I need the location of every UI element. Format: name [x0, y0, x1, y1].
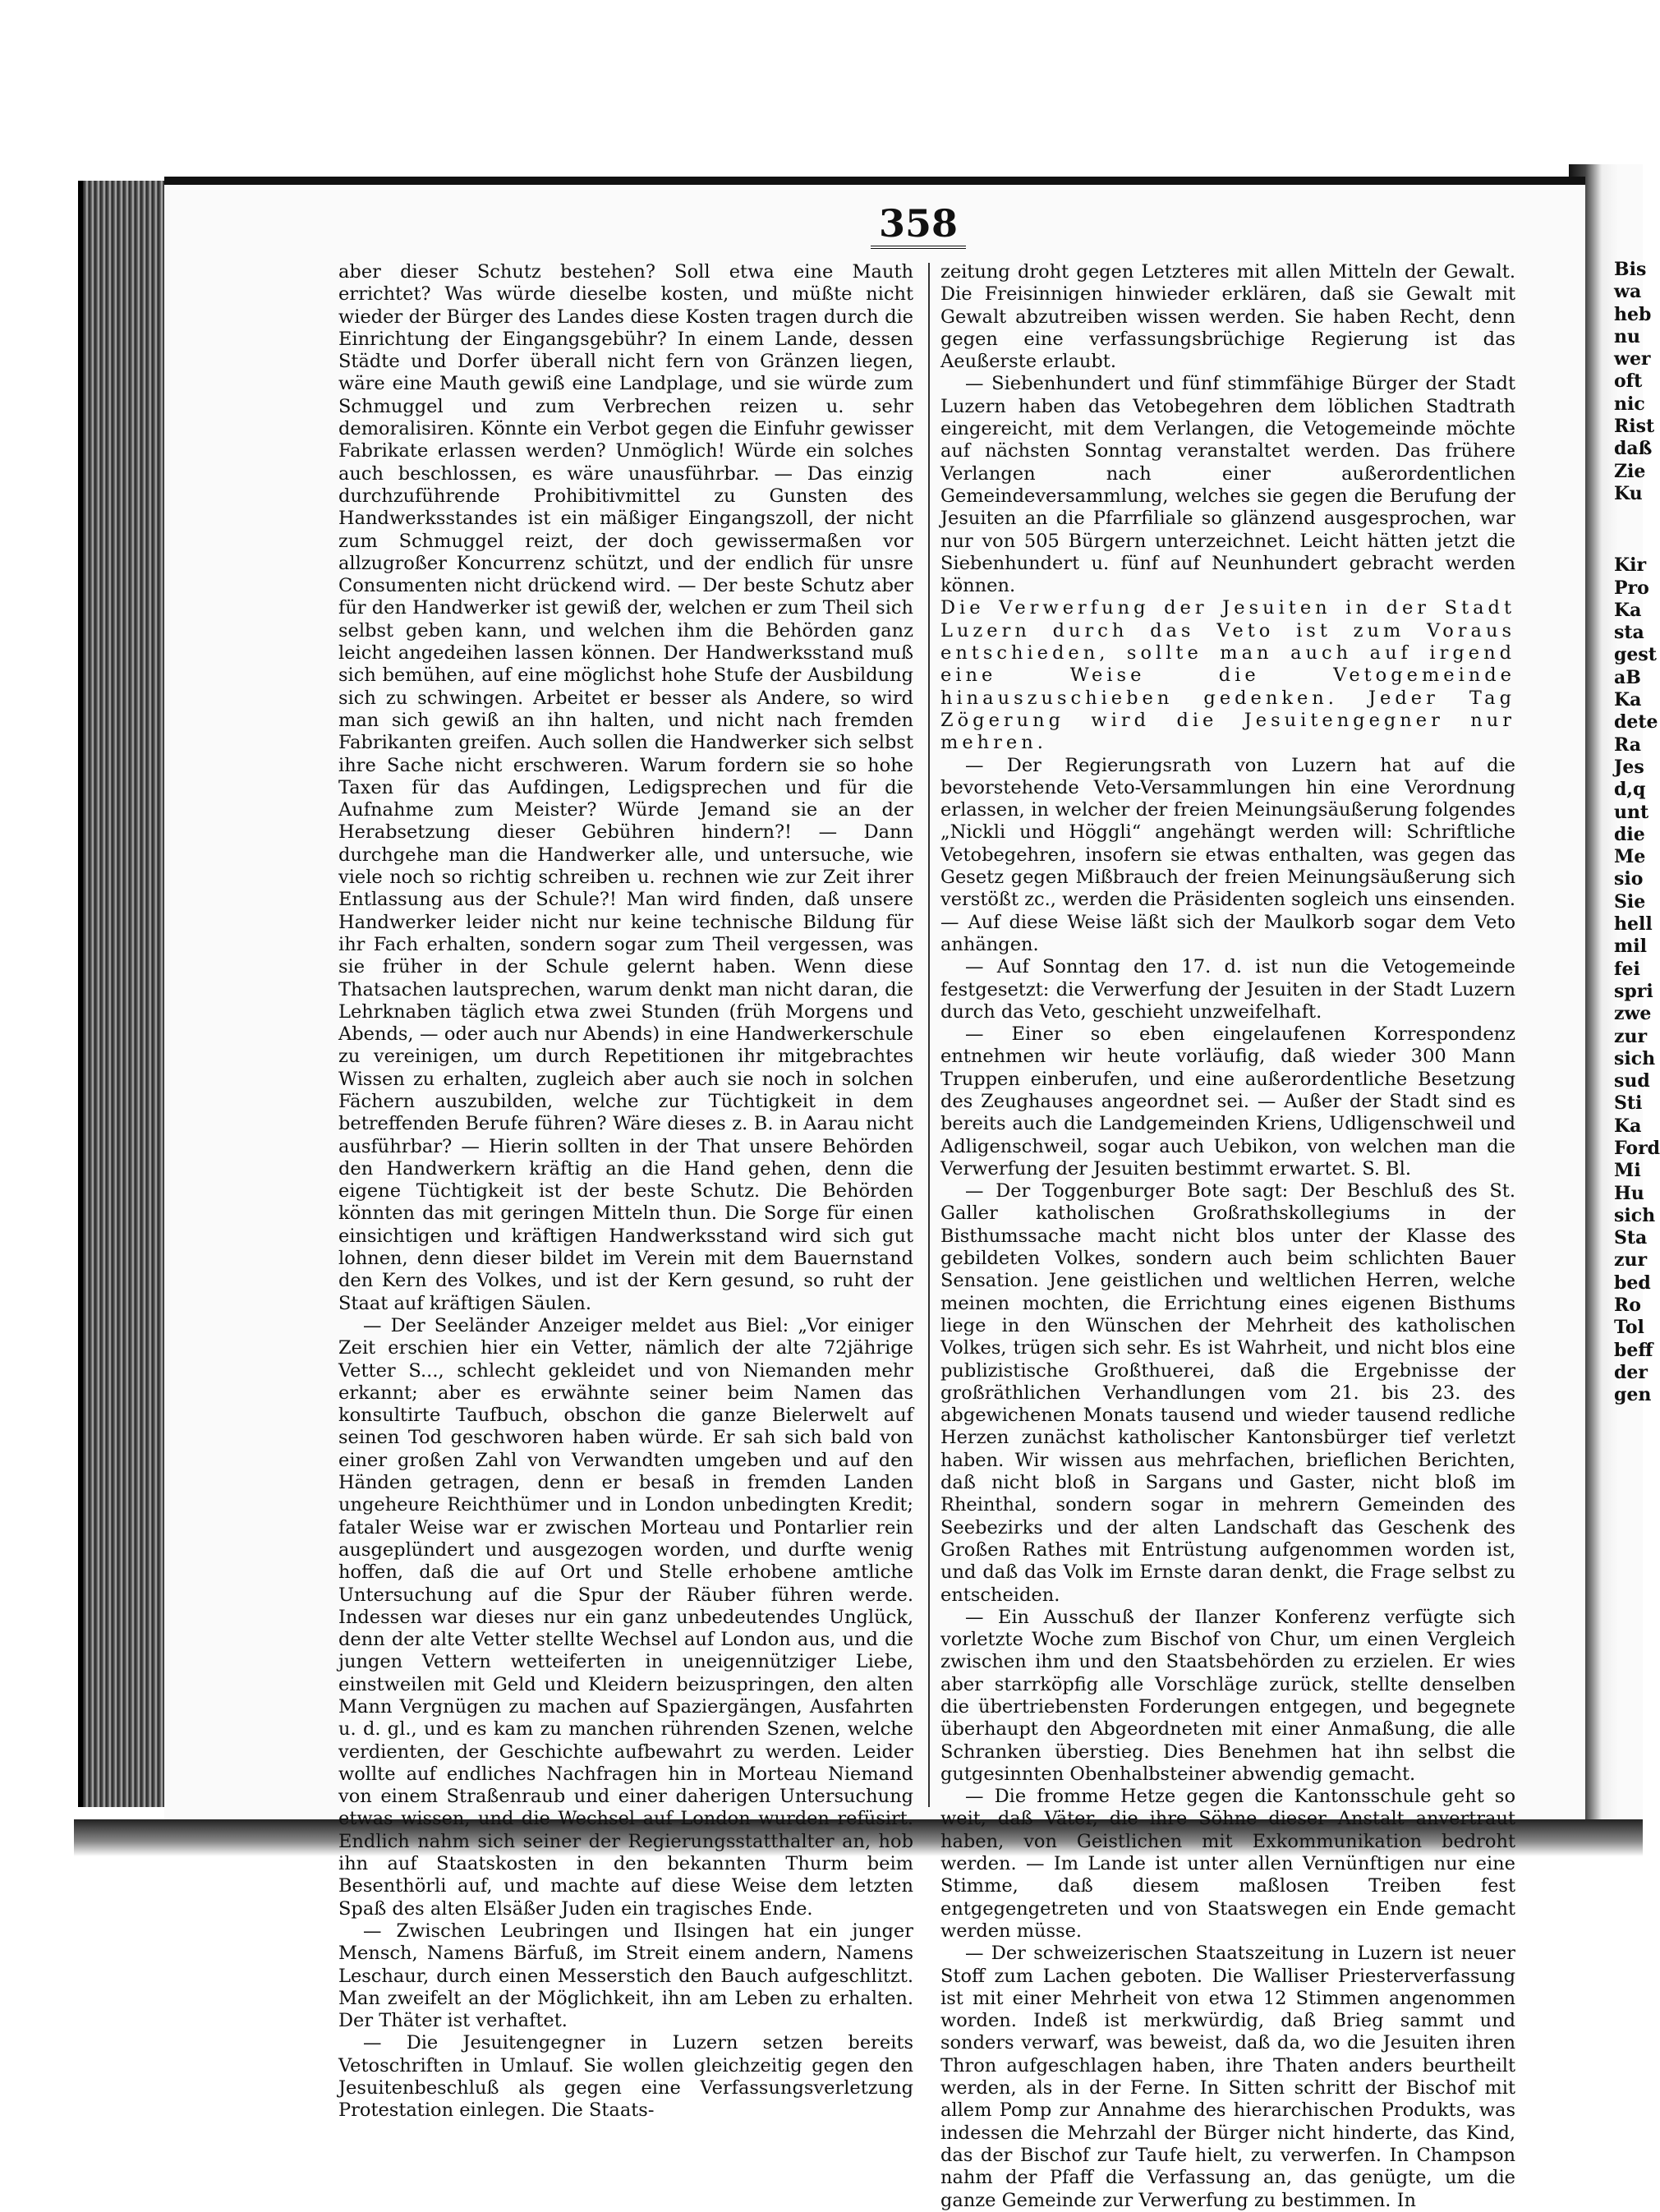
article-siebenhundert: — Siebenhundert und fünf stimmfähige Bürger der Stadt Luzern haben das Vetobegehren dem löblichen Stadtrath eingereicht, mit dem Verlangen, die Vetogemeinde möchte auf nächsten Sonntag veranstaltet werden. Das frühere Verlangen nach einer außerordentlichen Gemeindeversammlung, welches sie gegen die Berufung der Jesuiten an die Pfarrfiliale so glänzend ausgesprochen, war nur von 505 Bürgern unterzeichnet. Leicht hätten jetzt die Siebenhundert u. fünf auf Neunhundert gebracht werden können. — [940, 373, 1515, 597]
cut-line: Ku — [1614, 482, 1643, 504]
article-walliser: — Der schweizerischen Staatszeitung in Luzern ist neuer Stoff zum Lachen geboten. Die Walliser Priesterverfassung ist mit einer Mehrheit von etwa 12 Stimmen angenommen worden. Indeß ist merkwürdig, daß Brieg sammt und sonders verwarf, was beweist, daß da, wo die Jesuiten ihren Thron aufgeschlagen haben, ihre Thaten anders beurtheilt werden, als in der Ferne. In Sitten schritt der Bischof mit allem Pomp zur Annahme des hierarchischen Produkts, was indessen die Mehrzahl der Bürger nicht hinderte, das Kind, das der Bischof zur Taufe hielt, zu verwerfen. In Champson nahm der Pfaff die Verfassung an, das genügte, um die ganze Gemeinde zur Verwerfung zu bestimmen. In — [940, 1943, 1515, 2211]
cut-line: Mi — [1614, 1160, 1641, 1182]
cut-line: Rist — [1614, 416, 1655, 438]
cut-line: hell — [1614, 913, 1653, 936]
cut-line: Sti — [1614, 1092, 1643, 1115]
cut-line: beff — [1614, 1339, 1653, 1361]
cut-line: spri — [1614, 980, 1653, 1002]
cut-line: Hu — [1614, 1182, 1644, 1204]
cut-line: daß — [1614, 438, 1653, 460]
cut-line: Tol — [1614, 1317, 1644, 1339]
cut-line: d,q — [1614, 779, 1646, 801]
cut-line: fei — [1614, 958, 1640, 980]
cut-line: Kir — [1614, 554, 1647, 577]
cut-line: Ka — [1614, 689, 1642, 711]
column-divider — [928, 263, 930, 1807]
article-korrespondenz: — Einer so eben eingelaufenen Korrespondenz entnehmen wir heute vorläufig, daß wieder 300 Mann Truppen einberufen, und eine außerordentliche Besetzung des Zeughauses angeordnet sei. — Außer der Stadt sind es bereits auch die Landgemeinden Kriens, Udligenschweil und Adligenschweil, sogar auch Uebikon, von welchen man die Verwerfung der Jesuiten bestimmt erwartet. S. Bl. — [940, 1023, 1515, 1180]
article-leubringen: — Zwischen Leubringen und Ilsingen hat ein junger Mensch, Namens Bärfuß, im Streit einem andern, Namens Leschaur, durch einen Messerstich den Bauch aufgeschlitzt. Man zweifelt an der Möglichkeit, ihn am Leben zu erhalten. Der Thäter ist verhaftet. — [338, 1920, 913, 2032]
cut-line: der — [1614, 1361, 1648, 1383]
article-jesuitengegner: — Die Jesuitengegner in Luzern setzen bereits Vetoschriften in Umlauf. Sie wollen gleichzeitig gegen den Jesuitenbeschluß als gegen eine Verfassungsverletzung Protestation einlegen. Die Staats- — [338, 2032, 913, 2122]
cut-line: Ka — [1614, 1115, 1642, 1137]
cut-line: heb — [1614, 303, 1652, 325]
cut-line: sta — [1614, 622, 1644, 644]
cut-line: sich — [1614, 1047, 1656, 1069]
page-number: 358 — [871, 201, 966, 249]
cut-line: bed — [1614, 1272, 1651, 1294]
article-sonntag: — Auf Sonntag den 17. d. ist nun die Vetogemeinde festgesetzt: die Verwerfung der Jesuiten in der Stadt Luzern durch das Veto, geschieht unzweifelhaft. — [940, 956, 1515, 1023]
cut-line: oft — [1614, 370, 1643, 393]
article-regierungsrath: — Der Regierungsrath von Luzern hat auf die bevorstehende Veto-Versammlungen hin eine Verordnung erlassen, in welcher der freien Meinungsäußerung folgendes „Nickli und Höggli“ angehängt werden will: Schriftliche Vetobegehren, insofern sie etwas enthalten, was gegen das Gesetz gegen Mißbrauch der freien Meinungsäußerung sich verstößt zc., werden die Präsidenten sogleich uns einsenden. — Auf diese Weise läßt sich der Maulkorb sogar dem Veto anhängen. — [940, 754, 1515, 955]
cut-line: Ra — [1614, 734, 1642, 756]
next-page-cut-text — [1614, 259, 1660, 1803]
cut-line: aB — [1614, 666, 1641, 688]
cut-line: Ka — [1614, 599, 1642, 621]
cut-line: zwe — [1614, 1003, 1652, 1025]
cut-line: sud — [1614, 1070, 1650, 1092]
cut-line: nu — [1614, 325, 1640, 347]
left-text-column — [338, 261, 913, 2122]
cut-line: sio — [1614, 868, 1644, 890]
cut-line: zur — [1614, 1025, 1648, 1047]
article-staatszeitung-cont: zeitung droht gegen Letzteres mit allen Mitteln der Gewalt. Die Freisinnigen hinwieder erklären, daß sie Gewalt mit Gewalt abzutreiben wissen werden. Sie haben Recht, denn gegen eine verfassungsbrüchige Regierung ist das Aeußerste erlaubt. — [940, 261, 1515, 373]
cut-line: zur — [1614, 1249, 1648, 1272]
cut-line: Jes — [1614, 756, 1644, 778]
cut-line: sich — [1614, 1204, 1656, 1226]
cut-line: Ford — [1614, 1137, 1660, 1159]
article-handwerker: aber dieser Schutz bestehen? Soll etwa eine Mauth errichtet? Was würde dieselbe kosten, und müßte nicht wieder der Bürger des Landes diese Kosten tragen durch die Einrichtung der Eingangsgebühr? In einem Lande, dessen Städte und Dorfer überall nicht fern von Gränzen liegen, wäre eine Mauth gewiß eine Landplage, und sie würde zum Schmuggel und zum Verbrechen reizen u. sehr demoralisiren. Könnte ein Verbot gegen die Einfuhr gewisser Fabrikate erlassen werden? Unmöglich! Würde ein solches auch beschlossen, es wäre unausführbar. — Das einzig durchzuführende Prohibitivmittel zu Gunsten des Handwerksstandes ist ein mäßiger Eingangszoll, der nicht zum Schmuggel reizt, der doch gewissermaßen vor allzugroßer Koncurrenz schützt, und der endlich für unsre Consumenten nicht drückend wird. — Der beste Schutz aber für den Handwerker ist gewiß der, welchen er zum Theil sich selbst geben kann, und welchen ihm die Behörden ganz leicht angedeihen lassen können. Der Handwerksstand muß sich bemühen, auf eine möglichst hohe Stufe der Ausbildung sich zu schwingen. Arbeitet er besser als Andere, so wird man sich gewiß an ihn halten, und nicht nach fremden Fabrikanten greifen. Auch sollen die Handwerker sich selbst ihre Sache nicht erschweren. Warum fordern sie so hohe Taxen für das Aufdingen, Ledigsprechen und für die Aufnahme zum Meister? Würde Jemand sie an der Herabsetzung dieser Gebühren hindern?! — Dann durchgehe man die Handwerker alle, und untersuche, wie viele noch so richtig schreiben u. rechnen wie zur Zeit ihrer Entlassung aus der Schule?! Man wird finden, daß unsere Handwerker leider nicht nur keine technische Bildung für ihr Fach erhalten, sondern sogar zum Theil vergessen, was sie früher in der Schule gelernt haben. Wenn diese Thatsachen lautsprechen, warum denkt man nicht daran, die Lehrknaben täglich etwa zwei Stunden (früh Morgens und Abends, — oder auch nur Abends) in eine Handwerkerschule zu vereinigen, um durch Repetitionen ihr mitgebrachtes Wissen zu erhalten, zugleich aber auch sie noch in solchen Fächern auszubilden, welche zur Tüchtigkeit in dem betreffenden Berufe führen? Wäre dieses z. B. in Aarau nicht ausführbar? — Hierin sollten in der That unsere Behörden den Handwerkern kräftig an die Hand gehen, denn die eigene Tüchtigkeit ist der beste Schutz. Die Behörden könnten das mit geringen Mitteln thun. Die Sorge für einen einsichtigen und kräftigen Handwerksstand wird sich gut lohnen, denn dieser bildet im Verein mit dem Bauernstand den Kern des Volkes, und ist der Kern gesund, so ruht der Staat auf kräftigen Säulen. — [338, 261, 913, 1314]
cut-line: gen — [1614, 1384, 1652, 1406]
right-text-column — [940, 261, 1515, 2211]
cut-line: dete — [1614, 711, 1658, 734]
cut-line: Bis — [1614, 259, 1647, 280]
article-ilanzer: — Ein Ausschuß der Ilanzer Konferenz verfügte sich vorletzte Woche zum Bischof von Chur, um einen Vergleich zwischen ihm und den Staatsbehörden zu erzielen. Er wies aber starrköpfig alle Vorschläge zurück, stellte denselben die übertriebensten Forderungen entgegen, und begegnete überhaupt den Abgeordneten mit einer Anmaßung, die alle Schranken überstieg. Dies Benehmen hat ihn selbst die gutgesinnten Obenhalbsteiner abwendig gemacht. — [940, 1606, 1515, 1785]
cut-line: gest — [1614, 644, 1657, 666]
cut-line: mil — [1614, 936, 1647, 958]
article-toggenburger: — Der Toggenburger Bote sagt: Der Beschluß des St. Galler katholischen Großrathskollegiums in der Bisthumssache macht nicht blos unter der Klasse des gebildeten Volkes, sondern auch beim schlichten Bauer Sensation. Jene geistlichen und weltlichen Herren, welche meinen mochten, die Errichtung eines eigenen Bisthums liege in den Wünschen der Mehrheit des katholischen Volkes, trügen sich sehr. Es ist Wahrheit, und nicht blos eine publizistische Großthuerei, daß die Ergebnisse der großräthlichen Verhandlungen vom 21. bis 23. des abgewichenen Monats tausend und wieder tausend redliche Herzen zunächst katholischer Kantonsbürger tief verletzt haben. Wir wissen aus mehrfachen, brieflichen Berichten, daß nicht bloß in Sargans und Gaster, nicht bloß im Rheinthal, sondern sogar in mehrern Gemeinden des Seebezirks und der alten Landschaft das Geschenk des Großen Rathes mit Entrüstung aufgenommen worden ist, und daß das Volk im Ernste daran denkt, die Frage selbst zu entscheiden. — [940, 1180, 1515, 1606]
cut-line: Sie — [1614, 890, 1646, 913]
cut-line: unt — [1614, 801, 1649, 823]
book-page-edges — [78, 181, 177, 1807]
cut-line: Ro — [1614, 1295, 1641, 1317]
article-kantonsschule: — Die fromme Hetze gegen die Kantonsschule geht so weit, daß Väter, die ihre Söhne dieser Anstalt anvertraut haben, von Geistlichen mit Exkommunikation bedroht werden. — Im Lande ist unter allen Vernünftigen nur eine Stimme, daß diesem maßlosen Treiben fest entgegengetreten und von Staatswegen ein Ende gemacht werden müsse. — [940, 1786, 1515, 1942]
cut-line: nic — [1614, 393, 1645, 415]
cut-line: Me — [1614, 846, 1646, 868]
cut-line: Zie — [1614, 460, 1646, 482]
cut-line: die — [1614, 823, 1645, 845]
cut-line: wa — [1614, 281, 1642, 303]
cut-line: wer — [1614, 348, 1651, 370]
cut-line: Pro — [1614, 577, 1649, 599]
article-verwerfung: Die Verwerfung der Jesuiten in der Stadt Luzern durch das Veto ist zum Voraus entschieden, sollte man auch auf irgend eine Weise die Vetogemeinde hinauszuschieben gedenken. Jeder Tag Zögerung wird die Jesuitengegner nur mehren. — [940, 597, 1515, 754]
cut-line: Sta — [1614, 1227, 1648, 1249]
article-seelaender-anzeiger: — Der Seeländer Anzeiger meldet aus Biel: „Vor einiger Zeit erschien hier ein Vetter, nämlich der alte 72jährige Vetter S..., schlecht gekleidet und von Niemanden mehr erkannt; aber es erwähnte seiner beim Namen das konsultirte Taufbuch, obschon die ganze Bielerwelt auf seinen Tod geschworen haben würde. Er sah sich bald von einer großen Zahl von Verwandten umgeben und auf den Händen getragen, denn er besaß in fremden Landen ungeheure Reichthümer und in London unbedingten Kredit; fataler Weise war er zwischen Morteau und Pontarlier rein ausgeplündert und ausgezogen worden, und durfte wenig hoffen, daß die auf Ort und Stelle erhobene amtliche Untersuchung auf die Spur der Räuber führen werde. Indessen war dieses nur ein ganz unbedeutendes Unglück, denn der alte Vetter stellte Wechsel auf London aus, und die jungen Vettern wetteiferten in uneigennütziger Liebe, einstweilen mit Geld und Kleidern beizuspringen, den alten Mann Vergnügen zu machen auf Spaziergängen, Ausfahrten u. d. gl., und es kam zu manchen rührenden Szenen, welche verdienten, der Geschichte aufbewahrt zu werden. Leider wollte auf endliches Nachfragen hin in Morteau Niemand von einem Straßenraub und einer daherigen Untersuchung etwas wissen, und die Wechsel auf London wurden refüsirt. Endlich nahm sich seiner der Regierungsstatthalter an, hob ihn auf Staatskosten in den bekannten Thurm beim Besenthörli auf, und machte auf diese Weise dem letzten Spaß des alten Elsäßer Juden ein tragisches Ende. — [338, 1314, 913, 1920]
